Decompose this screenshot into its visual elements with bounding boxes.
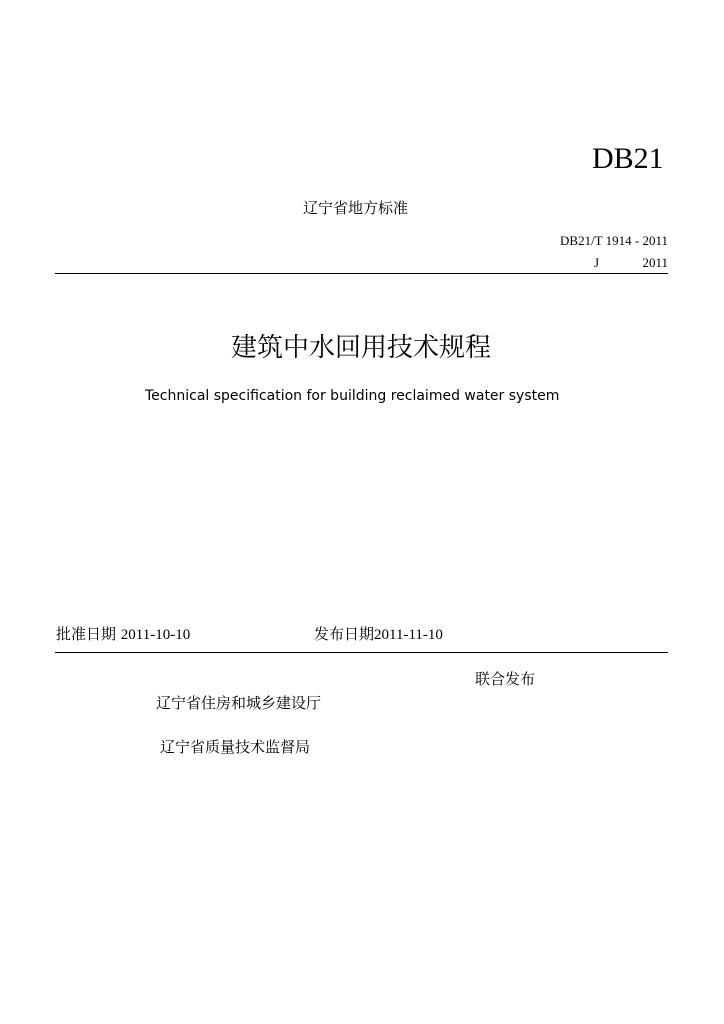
standard-category: 辽宁省地方标准 — [303, 199, 409, 217]
footer-divider — [55, 652, 668, 653]
standard-code: DB21 — [592, 142, 664, 175]
title-chinese: 建筑中水回用技术规程 — [231, 333, 492, 363]
joint-release-label: 联合发布 — [475, 670, 536, 688]
release-date-value: 2011-11-10 — [374, 627, 443, 643]
record-prefix: J — [594, 255, 600, 270]
record-year: 2011 — [642, 255, 668, 270]
issuer-department-2: 辽宁省质量技术监督局 — [160, 738, 311, 756]
header-divider — [55, 273, 668, 274]
approval-date-value: 2011-10-10 — [120, 627, 191, 643]
title-english: Technical specification for building reclaimed water system — [145, 388, 560, 404]
release-date-label: 发布日期 — [314, 625, 375, 643]
approval-date-line — [56, 623, 190, 644]
approval-date-label: 批准日期 — [56, 625, 117, 643]
release-date-line — [314, 623, 443, 644]
issuer-department-1: 辽宁省住房和城乡建设厅 — [156, 694, 322, 712]
standard-number: DB21/T 1914 - 2011 — [560, 233, 668, 248]
